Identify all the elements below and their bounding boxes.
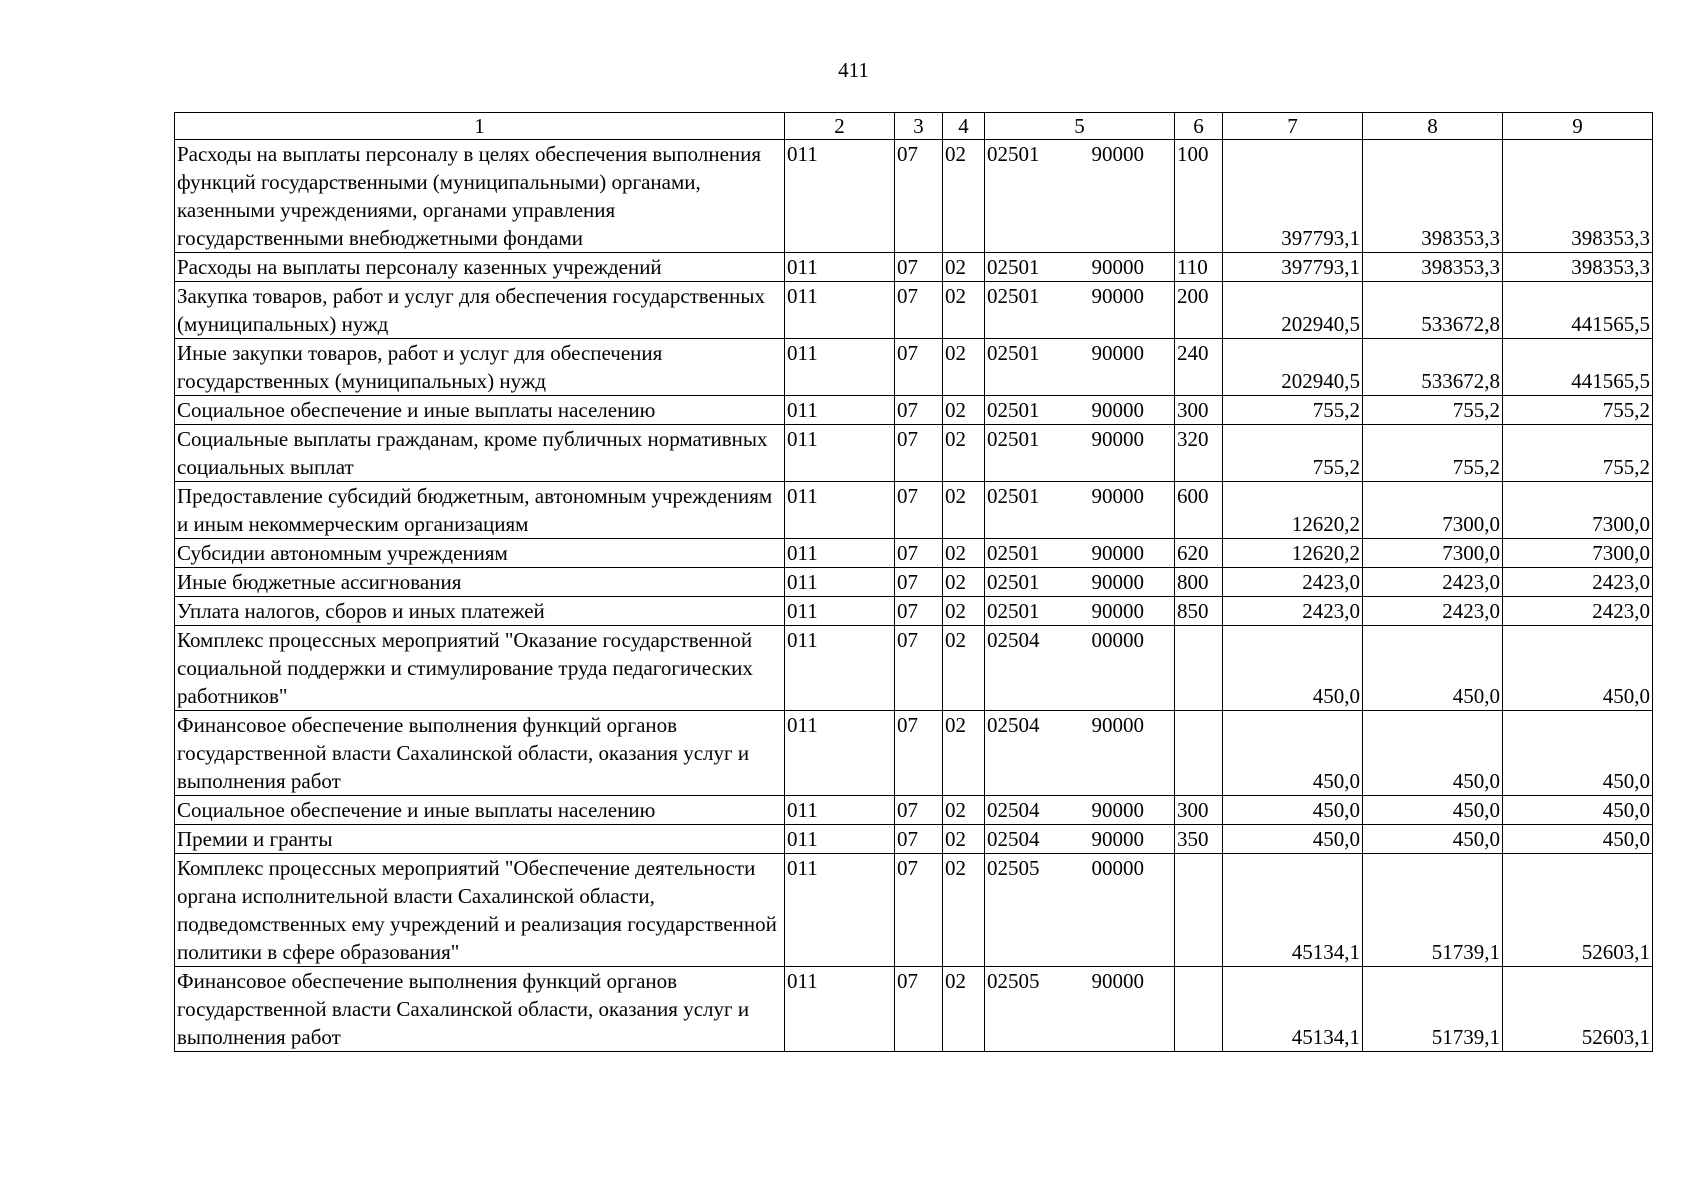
expense-type-cell: 110: [1175, 253, 1223, 282]
amount-col9-cell: 441565,5: [1503, 339, 1653, 396]
target-article-program-code: 02501: [987, 541, 1040, 565]
section-code-cell: 07: [895, 282, 943, 339]
target-article-direction-code: 90000: [1091, 713, 1144, 737]
amount-col7-cell: 2423,0: [1223, 597, 1363, 626]
column-header: 4: [943, 113, 985, 140]
target-article-direction-code: 90000: [1091, 284, 1144, 308]
ministry-code-cell: 011: [785, 597, 895, 626]
target-article-direction-code: 00000: [1091, 628, 1144, 652]
amount-col7-cell: 45134,1: [1223, 854, 1363, 967]
subsection-code-cell: 02: [943, 140, 985, 253]
target-article-direction-code: 90000: [1091, 541, 1144, 565]
amount-col8-cell: 2423,0: [1363, 597, 1503, 626]
table-row: [175, 796, 1653, 825]
expense-type-cell: 200: [1175, 282, 1223, 339]
table-row: [175, 253, 1653, 282]
subsection-code-cell: 02: [943, 539, 985, 568]
table-row: [175, 396, 1653, 425]
row-name-cell: Иные закупки товаров, работ и услуг для обеспечения государственных (муниципальных) нужд: [175, 339, 785, 396]
row-name-cell: Премии и гранты: [175, 825, 785, 854]
amount-col8-cell: 398353,3: [1363, 140, 1503, 253]
column-header: 9: [1503, 113, 1653, 140]
column-header: 2: [785, 113, 895, 140]
target-article-direction-code: 90000: [1091, 798, 1144, 822]
amount-col7-cell: 202940,5: [1223, 282, 1363, 339]
target-article-cell: [985, 253, 1175, 282]
amount-col8-cell: 7300,0: [1363, 539, 1503, 568]
amount-col7-cell: 2423,0: [1223, 568, 1363, 597]
amount-col9-cell: 450,0: [1503, 626, 1653, 711]
expense-type-cell: [1175, 626, 1223, 711]
amount-col7-cell: 12620,2: [1223, 539, 1363, 568]
target-article-cell: [985, 711, 1175, 796]
column-header: 1: [175, 113, 785, 140]
amount-col9-cell: 2423,0: [1503, 568, 1653, 597]
target-article-program-code: 02504: [987, 798, 1040, 822]
section-code-cell: 07: [895, 253, 943, 282]
target-article-cell: [985, 597, 1175, 626]
ministry-code-cell: 011: [785, 140, 895, 253]
amount-col8-cell: 533672,8: [1363, 282, 1503, 339]
amount-col7-cell: 397793,1: [1223, 253, 1363, 282]
amount-col8-cell: 533672,8: [1363, 339, 1503, 396]
ministry-code-cell: 011: [785, 711, 895, 796]
target-article-direction-code: 90000: [1091, 427, 1144, 451]
amount-col9-cell: 2423,0: [1503, 597, 1653, 626]
section-code-cell: 07: [895, 626, 943, 711]
target-article-program-code: 02501: [987, 484, 1040, 508]
subsection-code-cell: 02: [943, 253, 985, 282]
amount-col7-cell: 450,0: [1223, 626, 1363, 711]
section-code-cell: 07: [895, 967, 943, 1052]
amount-col9-cell: 398353,3: [1503, 140, 1653, 253]
row-name-cell: Субсидии автономным учреждениям: [175, 539, 785, 568]
row-name-cell: Финансовое обеспечение выполнения функций органов государственной власти Сахалинской области, оказания услуг и выполнения работ: [175, 711, 785, 796]
amount-col8-cell: 450,0: [1363, 825, 1503, 854]
amount-col9-cell: 755,2: [1503, 396, 1653, 425]
row-name-cell: Комплекс процессных мероприятий "Оказание государственной социальной поддержки и стимулирование труда педагогических работников": [175, 626, 785, 711]
target-article-direction-code: 90000: [1091, 341, 1144, 365]
ministry-code-cell: 011: [785, 253, 895, 282]
subsection-code-cell: 02: [943, 482, 985, 539]
table-row: [175, 568, 1653, 597]
section-code-cell: 07: [895, 854, 943, 967]
target-article-cell: [985, 282, 1175, 339]
table-row: [175, 626, 1653, 711]
amount-col9-cell: 7300,0: [1503, 482, 1653, 539]
amount-col7-cell: 450,0: [1223, 711, 1363, 796]
amount-col7-cell: 45134,1: [1223, 967, 1363, 1052]
amount-col7-cell: 450,0: [1223, 796, 1363, 825]
target-article-program-code: 02504: [987, 713, 1040, 737]
target-article-direction-code: 90000: [1091, 599, 1144, 623]
amount-col9-cell: 755,2: [1503, 425, 1653, 482]
target-article-program-code: 02501: [987, 341, 1040, 365]
budget-table: [174, 112, 1653, 1052]
amount-col8-cell: 398353,3: [1363, 253, 1503, 282]
target-article-program-code: 02501: [987, 599, 1040, 623]
amount-col8-cell: 7300,0: [1363, 482, 1503, 539]
amount-col8-cell: 51739,1: [1363, 967, 1503, 1052]
amount-col9-cell: 450,0: [1503, 825, 1653, 854]
amount-col7-cell: 450,0: [1223, 825, 1363, 854]
table-row: [175, 339, 1653, 396]
target-article-program-code: 02501: [987, 284, 1040, 308]
section-code-cell: 07: [895, 568, 943, 597]
expense-type-cell: 300: [1175, 796, 1223, 825]
ministry-code-cell: 011: [785, 796, 895, 825]
row-name-cell: Предоставление субсидий бюджетным, автономным учреждениям и иным некоммерческим организациям: [175, 482, 785, 539]
expense-type-cell: 600: [1175, 482, 1223, 539]
page-number: 411: [838, 58, 869, 82]
subsection-code-cell: 02: [943, 711, 985, 796]
ministry-code-cell: 011: [785, 425, 895, 482]
table-row: [175, 825, 1653, 854]
section-code-cell: 07: [895, 140, 943, 253]
ministry-code-cell: 011: [785, 282, 895, 339]
header-row: [175, 113, 1653, 140]
amount-col9-cell: 398353,3: [1503, 253, 1653, 282]
target-article-program-code: 02505: [987, 969, 1040, 993]
amount-col9-cell: 52603,1: [1503, 854, 1653, 967]
target-article-direction-code: 90000: [1091, 570, 1144, 594]
column-header: 6: [1175, 113, 1223, 140]
amount-col7-cell: 202940,5: [1223, 339, 1363, 396]
ministry-code-cell: 011: [785, 967, 895, 1052]
target-article-cell: [985, 854, 1175, 967]
target-article-direction-code: 90000: [1091, 255, 1144, 279]
row-name-cell: Закупка товаров, работ и услуг для обеспечения государственных (муниципальных) нужд: [175, 282, 785, 339]
target-article-program-code: 02501: [987, 142, 1040, 166]
target-article-program-code: 02505: [987, 856, 1040, 880]
expense-type-cell: 100: [1175, 140, 1223, 253]
target-article-direction-code: 90000: [1091, 484, 1144, 508]
target-article-cell: [985, 339, 1175, 396]
target-article-program-code: 02504: [987, 827, 1040, 851]
table-row: [175, 711, 1653, 796]
section-code-cell: 07: [895, 539, 943, 568]
target-article-cell: [985, 140, 1175, 253]
table-row: [175, 140, 1653, 253]
section-code-cell: 07: [895, 339, 943, 396]
section-code-cell: 07: [895, 396, 943, 425]
amount-col8-cell: 450,0: [1363, 711, 1503, 796]
target-article-direction-code: 90000: [1091, 827, 1144, 851]
expense-type-cell: 320: [1175, 425, 1223, 482]
table-row: [175, 967, 1653, 1052]
target-article-cell: [985, 539, 1175, 568]
section-code-cell: 07: [895, 482, 943, 539]
table-row: [175, 482, 1653, 539]
row-name-cell: Уплата налогов, сборов и иных платежей: [175, 597, 785, 626]
ministry-code-cell: 011: [785, 568, 895, 597]
ministry-code-cell: 011: [785, 854, 895, 967]
target-article-program-code: 02501: [987, 570, 1040, 594]
expense-type-cell: [1175, 854, 1223, 967]
section-code-cell: 07: [895, 425, 943, 482]
target-article-program-code: 02501: [987, 398, 1040, 422]
table-row: [175, 854, 1653, 967]
section-code-cell: 07: [895, 711, 943, 796]
amount-col7-cell: 755,2: [1223, 396, 1363, 425]
amount-col8-cell: 51739,1: [1363, 854, 1503, 967]
ministry-code-cell: 011: [785, 339, 895, 396]
row-name-cell: Комплекс процессных мероприятий "Обеспечение деятельности органа исполнительной власти Сахалинской области, подведомственных ему учреждений и реализация государственной политики в сфере образования": [175, 854, 785, 967]
target-article-direction-code: 90000: [1091, 398, 1144, 422]
amount-col7-cell: 755,2: [1223, 425, 1363, 482]
column-header: 8: [1363, 113, 1503, 140]
row-name-cell: Расходы на выплаты персоналу казенных учреждений: [175, 253, 785, 282]
subsection-code-cell: 02: [943, 796, 985, 825]
amount-col7-cell: 397793,1: [1223, 140, 1363, 253]
subsection-code-cell: 02: [943, 626, 985, 711]
expense-type-cell: 850: [1175, 597, 1223, 626]
amount-col9-cell: 450,0: [1503, 796, 1653, 825]
amount-col8-cell: 450,0: [1363, 796, 1503, 825]
ministry-code-cell: 011: [785, 482, 895, 539]
target-article-direction-code: 90000: [1091, 142, 1144, 166]
expense-type-cell: [1175, 711, 1223, 796]
target-article-cell: [985, 568, 1175, 597]
amount-col8-cell: 2423,0: [1363, 568, 1503, 597]
ministry-code-cell: 011: [785, 396, 895, 425]
amount-col9-cell: 52603,1: [1503, 967, 1653, 1052]
row-name-cell: Финансовое обеспечение выполнения функций органов государственной власти Сахалинской области, оказания услуг и выполнения работ: [175, 967, 785, 1052]
target-article-cell: [985, 825, 1175, 854]
target-article-cell: [985, 396, 1175, 425]
target-article-program-code: 02501: [987, 427, 1040, 451]
column-header: 7: [1223, 113, 1363, 140]
amount-col8-cell: 755,2: [1363, 425, 1503, 482]
row-name-cell: Расходы на выплаты персоналу в целях обеспечения выполнения функций государственными (муниципальными) органами, казенными учреждениями, органами управления государственными внебюджетными фондами: [175, 140, 785, 253]
section-code-cell: 07: [895, 597, 943, 626]
subsection-code-cell: 02: [943, 568, 985, 597]
target-article-direction-code: 00000: [1091, 856, 1144, 880]
amount-col9-cell: 7300,0: [1503, 539, 1653, 568]
expense-type-cell: 350: [1175, 825, 1223, 854]
subsection-code-cell: 02: [943, 396, 985, 425]
table-row: [175, 539, 1653, 568]
column-header: 5: [985, 113, 1175, 140]
column-header: 3: [895, 113, 943, 140]
amount-col7-cell: 12620,2: [1223, 482, 1363, 539]
target-article-cell: [985, 967, 1175, 1052]
target-article-cell: [985, 796, 1175, 825]
expense-type-cell: [1175, 967, 1223, 1052]
target-article-cell: [985, 626, 1175, 711]
table-body: [175, 140, 1653, 1052]
row-name-cell: Иные бюджетные ассигнования: [175, 568, 785, 597]
subsection-code-cell: 02: [943, 425, 985, 482]
expense-type-cell: 240: [1175, 339, 1223, 396]
target-article-program-code: 02504: [987, 628, 1040, 652]
subsection-code-cell: 02: [943, 967, 985, 1052]
expense-type-cell: 300: [1175, 396, 1223, 425]
subsection-code-cell: 02: [943, 597, 985, 626]
ministry-code-cell: 011: [785, 539, 895, 568]
amount-col9-cell: 441565,5: [1503, 282, 1653, 339]
subsection-code-cell: 02: [943, 339, 985, 396]
target-article-cell: [985, 425, 1175, 482]
ministry-code-cell: 011: [785, 825, 895, 854]
amount-col8-cell: 755,2: [1363, 396, 1503, 425]
amount-col9-cell: 450,0: [1503, 711, 1653, 796]
section-code-cell: 07: [895, 825, 943, 854]
target-article-cell: [985, 482, 1175, 539]
expense-type-cell: 620: [1175, 539, 1223, 568]
subsection-code-cell: 02: [943, 854, 985, 967]
section-code-cell: 07: [895, 796, 943, 825]
amount-col8-cell: 450,0: [1363, 626, 1503, 711]
expense-type-cell: 800: [1175, 568, 1223, 597]
subsection-code-cell: 02: [943, 282, 985, 339]
target-article-direction-code: 90000: [1091, 969, 1144, 993]
table-row: [175, 282, 1653, 339]
target-article-program-code: 02501: [987, 255, 1040, 279]
row-name-cell: Социальное обеспечение и иные выплаты населению: [175, 796, 785, 825]
ministry-code-cell: 011: [785, 626, 895, 711]
table-row: [175, 597, 1653, 626]
table-row: [175, 425, 1653, 482]
row-name-cell: Социальное обеспечение и иные выплаты населению: [175, 396, 785, 425]
row-name-cell: Социальные выплаты гражданам, кроме публичных нормативных социальных выплат: [175, 425, 785, 482]
subsection-code-cell: 02: [943, 825, 985, 854]
